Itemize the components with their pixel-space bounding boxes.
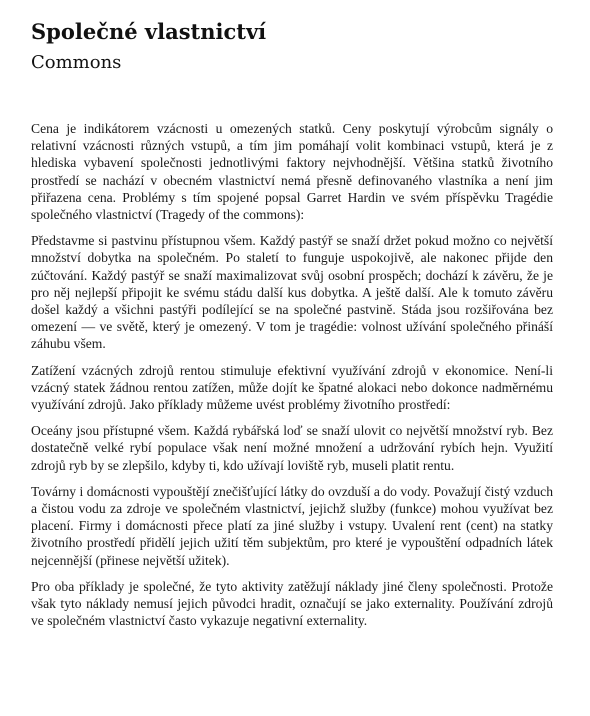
page-title: Společné vlastnictví (31, 19, 267, 44)
page-subtitle: Commons (31, 52, 122, 73)
paragraph-factories: Továrny i domácnosti vypouštějí znečišťující látky do ovzduší a do vody. Považují čistý vzduch a čistou vodu za zdroje ve společném vlastnictví, jejichž služby (funkce) mohou využívat bez placení. Firmy i domácnosti přece platí za jiné služby i vstupy. Uvalení rent (cent) na statky životního prostředí přidělí jejich užití těm subjektům, pro které je vypouštění odpadních látek nejcennější (přinese největší užitek). (31, 483, 553, 568)
paragraph-intro: Cena je indikátorem vzácnosti u omezených statků. Ceny poskytují výrobcům signály o relativní vzácnosti různých vstupů, a tím jim pomáhají volit kombinaci vstupů, která je z hlediska vybavení společnosti jednotlivými faktory nejvhodnější. Většina statků životního prostředí se nachází v obecném vlastnictví nemá přesně definovaného vlastníka a není jim přiřazena cena. Problémy s tím spojené popsal Garret Hardin ve svém příspěvku Tragédie společného vlastnictví (Tragedy of the commons): (31, 121, 553, 223)
paragraph-externalities: Pro oba příklady je společné, že tyto aktivity zatěžují náklady jiné členy společnosti. Protože však tyto náklady nemusí jejich původci hradit, označují se jako externality. Používání zdrojů ve společném vlastnictví často vykazuje negativní externality. (31, 578, 553, 629)
paragraph-rent: Zatížení vzácných zdrojů rentou stimuluje efektivní využívání zdrojů v ekonomice. Není-li vzácný statek žádnou rentou zatížen, může dojít ke špatné alokaci nebo dokonce nadměrnému využívání zdrojů. Jako příklady můžeme uvést problémy životního prostředí: (31, 362, 553, 413)
body-text (31, 120, 553, 629)
paragraph-oceans: Oceány jsou přístupné všem. Každá rybářská loď se snaží ulovit co největší množství ryb. Bez dostatečně velké rybí populace však není možné množení a udržování rybích hejn. Využití zdrojů ryb by se zlepšilo, kdyby ti, kdo užívají loviště ryb, museli platit rentu. (31, 423, 553, 473)
document-page (31, 18, 553, 638)
paragraph-pasture: Představme si pastvinu přístupnou všem. Každý pastýř se snaží držet pokud možno co největší množství dobytka na společném. Po staletí to funguje uspokojivě, ale nakonec přijde den zúčtování. Každý pastýř se snaží maximalizovat svůj osobní prospěch; dochází k závěru, že je pro něj nejlepší připojit ke svému stádu další kus dobytka. A ještě další. Ale k tomuto závěru došel každý a všichni pastýři podílející se na společné pastvině. Stáda jsou rozšiřována bez omezení — ve světě, který je omezený. V tom je tragédie: volnost užívání společného přináší záhubu všem. (31, 233, 553, 352)
